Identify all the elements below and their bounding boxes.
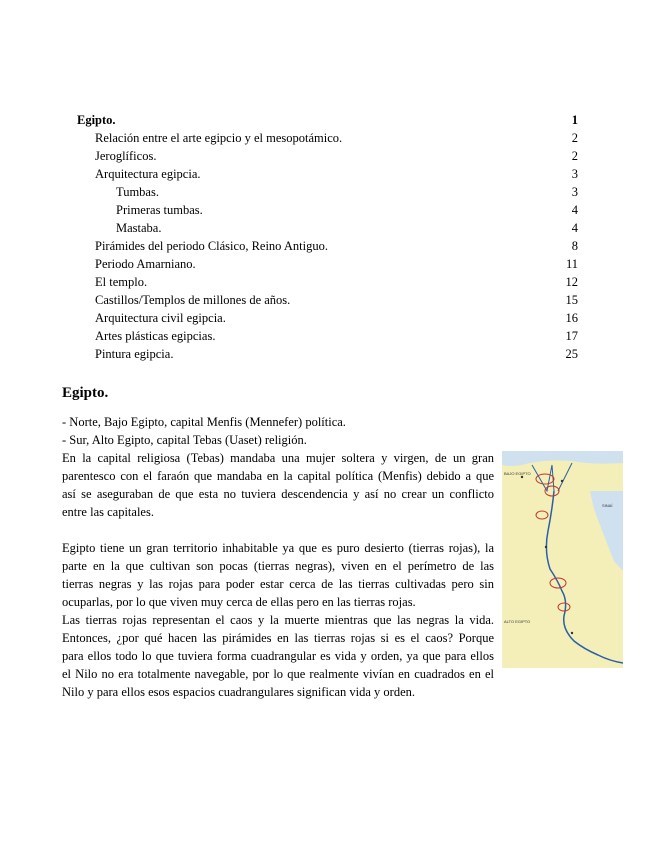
toc-entry-page: 25	[565, 347, 578, 361]
toc-entry-page: 4	[571, 203, 578, 217]
toc-entry-page: 11	[565, 257, 578, 271]
toc-entry[interactable]	[95, 273, 578, 291]
marker-edfu	[558, 603, 570, 611]
toc-entry-title: El templo.	[95, 275, 148, 289]
toc-entry[interactable]	[95, 165, 578, 183]
map-label-sinai: SINAÍ	[602, 503, 613, 508]
toc-entry-title: Primeras tumbas.	[116, 203, 203, 217]
toc-entry-page: 1	[571, 113, 578, 127]
toc-entry-title: Pirámides del periodo Clásico, Reino Antiguo.	[95, 239, 328, 253]
toc-entry-egipto[interactable]	[77, 111, 578, 129]
toc-entry[interactable]	[116, 183, 578, 201]
paragraph-line: Las tierras rojas representan el caos y la muerte mientras que las negras la vida.	[62, 613, 494, 627]
paragraph-line: para ellos todo lo que tuviera forma cuadrangular es vida y orden, ya que para ellos	[62, 649, 494, 663]
toc-entry[interactable]	[95, 309, 578, 327]
toc-entry-title: Arquitectura egipcia.	[95, 167, 201, 181]
city-dot	[561, 480, 563, 482]
toc-entry-page: 17	[565, 329, 578, 343]
paragraph-line: el Nilo no era totalmente navegable, por lo que realmente vivían en cuadrados en el	[62, 667, 494, 681]
toc-entry-title: Arquitectura civil egipcia.	[95, 311, 226, 325]
bullet-south: - Sur, Alto Egipto, capital Tebas (Uaset) religión.	[62, 433, 307, 447]
toc-entry-title: Periodo Amarniano.	[95, 257, 196, 271]
toc-entry-title: Tumbas.	[116, 185, 159, 199]
section-heading: Egipto.	[62, 385, 109, 401]
city-dot	[521, 476, 523, 478]
toc-entry[interactable]	[95, 327, 578, 345]
toc-entry-page: 2	[571, 149, 578, 163]
toc-entry-page: 15	[565, 293, 578, 307]
egypt-map	[502, 451, 623, 668]
bullet-north: - Norte, Bajo Egipto, capital Menfis (Mennefer) política.	[62, 415, 346, 429]
toc-entry-title: Egipto.	[77, 113, 116, 127]
paragraph-line: parentesco con el faraón que mandaba en la capital política (Menfis) debido a que	[62, 469, 494, 483]
map-label-alto-egipto: ALTO EGIPTO	[504, 619, 531, 624]
city-dot	[571, 632, 573, 634]
paragraph-line: tierras negras y las rojas para poder estar cerca de las tierras cultivadas pero sin	[62, 577, 494, 591]
map-label-bajo-egipto: BAJO EGIPTO	[504, 471, 531, 476]
toc-entry-page: 3	[571, 185, 578, 199]
toc-entry[interactable]	[95, 129, 578, 147]
paragraph-line: Nilo y para ellos esos espacios cuadrangulares significan vida y orden.	[62, 685, 416, 699]
paragraph-line: Egipto tiene un gran territorio inhabitable ya que es puro desierto (tierras rojas), la	[62, 541, 494, 555]
toc-entry-title: Relación entre el arte egipcio y el mesopotámico.	[95, 131, 343, 145]
paragraph-line: En la capital religiosa (Tebas) mandaba una mujer soltera y virgen, de un gran	[62, 451, 494, 465]
paragraph-line: así se aseguraban de que esta no tuviera descendencia y así no crear un conflicto	[62, 487, 494, 501]
toc-entry-page: 12	[565, 275, 578, 289]
toc-entry-page: 8	[571, 239, 578, 253]
paragraph-line: Entonces, ¿por qué hacen las pirámides en las tierras rojas si es el caos? Porque	[62, 631, 494, 645]
toc-entry-title: Castillos/Templos de millones de años.	[95, 293, 291, 307]
marker-amarna	[536, 511, 548, 519]
paragraph-line: ocuparlas, por lo que viven muy cerca de ellas pero en las tierras rojas.	[62, 595, 416, 609]
toc-entry-title: Jeroglíficos.	[95, 149, 157, 163]
toc-entry-page: 16	[565, 311, 578, 325]
toc-entry-title: Artes plásticas egipcias.	[95, 329, 216, 343]
toc-entry[interactable]	[116, 201, 578, 219]
toc-entry[interactable]	[95, 291, 578, 309]
toc-entry-title: Mastaba.	[116, 221, 162, 235]
toc-entry[interactable]	[95, 147, 578, 165]
toc-entry[interactable]	[95, 345, 578, 363]
toc-entry-page: 4	[571, 221, 578, 235]
toc-entry-title: Pintura egipcia.	[95, 347, 174, 361]
paragraph-line: entre las capitales.	[62, 505, 154, 519]
toc-entry-page: 3	[571, 167, 578, 181]
toc-entry[interactable]	[95, 237, 578, 255]
nile-delta	[532, 463, 572, 491]
egypt-map-image	[502, 451, 623, 668]
toc-entry[interactable]	[95, 255, 578, 273]
city-dot	[545, 546, 547, 548]
mediterranean-sea	[502, 451, 623, 466]
toc-entry-page: 2	[571, 131, 578, 145]
toc-entry[interactable]	[116, 219, 578, 237]
marker-giza	[536, 474, 554, 484]
paragraph-line: parte en la que cultivan son pocas (tierras negras), viven en el perímetro de las	[62, 559, 494, 573]
